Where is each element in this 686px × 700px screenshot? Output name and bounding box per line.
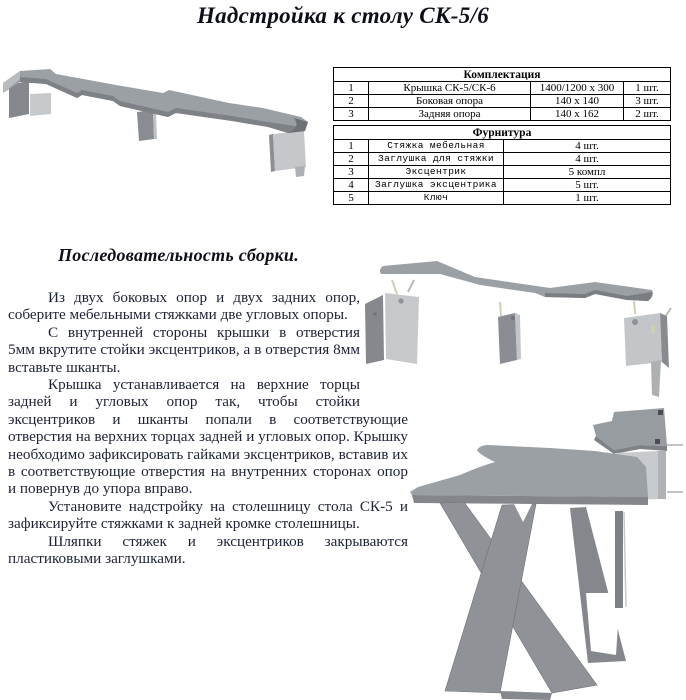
table-row bbox=[334, 192, 671, 205]
shelf-right-support-foot bbox=[295, 166, 305, 177]
assembled-shelf-3d-image bbox=[0, 55, 330, 230]
eccentric-cap-icon bbox=[655, 439, 660, 444]
shelf-middle-support bbox=[137, 110, 154, 141]
row-num: 3 bbox=[334, 166, 369, 179]
panel-highlight-edge bbox=[624, 512, 626, 607]
dowel-pin-icon bbox=[500, 302, 501, 316]
row-name: Заглушка для стяжки bbox=[369, 153, 504, 166]
shelf-back-panel bbox=[615, 511, 623, 608]
row-num: 3 bbox=[334, 108, 369, 121]
row-num: 2 bbox=[334, 95, 369, 108]
exploded-right-support-leg bbox=[651, 360, 661, 397]
table-row bbox=[334, 179, 671, 192]
row-name: Боковая опора bbox=[369, 95, 531, 108]
page-title: Надстройка к столу СК-5/6 bbox=[196, 3, 490, 28]
row-name: Заглушка эксцентрика bbox=[369, 179, 504, 192]
table-row bbox=[334, 140, 671, 153]
text-wrap-spacer bbox=[360, 289, 408, 394]
paragraph: Установите надстройку на столешницу стола СК-5 и зафиксируйте стяжками к задней кромке столешницы. bbox=[8, 497, 408, 533]
assembled-shelf-illustration bbox=[0, 55, 330, 230]
leg-opening bbox=[586, 593, 620, 655]
shelf-support-side-on-desk bbox=[658, 451, 666, 499]
table-row bbox=[334, 153, 671, 166]
section-heading: Последовательность сборки. bbox=[58, 245, 300, 265]
row-name: Задняя опора bbox=[369, 108, 531, 121]
row-num: 1 bbox=[334, 140, 369, 153]
row-name: Эксцентрик bbox=[369, 166, 504, 179]
eccentric-hole-icon bbox=[511, 316, 515, 320]
row-name: Стяжка мебельная bbox=[369, 140, 504, 153]
exploded-middle-support bbox=[498, 313, 517, 364]
komplekt-table bbox=[333, 67, 671, 121]
x-leg-foot bbox=[500, 691, 552, 700]
parts-tables bbox=[333, 67, 671, 205]
row-name: Ключ bbox=[369, 192, 504, 205]
row-num: 4 bbox=[334, 179, 369, 192]
table-row bbox=[334, 166, 671, 179]
exploded-right-support-front bbox=[624, 313, 662, 366]
assembly-instructions-text bbox=[8, 289, 408, 568]
paragraph: С внутренней стороны крышки в отверстия 5мм вкрутите стойки эксцентриков, а в отверстия 8мм вставьте шканты. bbox=[8, 323, 360, 376]
row-num: 5 bbox=[334, 192, 369, 205]
row-size: 1400/1200 x 300 bbox=[531, 82, 624, 95]
shelf-left-support-front bbox=[30, 93, 51, 116]
dowel-pin-icon bbox=[634, 300, 635, 314]
eccentric-post-icon bbox=[651, 325, 655, 333]
eccentric-hole-icon bbox=[632, 319, 638, 325]
row-qty: 1 шт. bbox=[624, 82, 671, 95]
row-qty: 3 шт. bbox=[624, 95, 671, 108]
row-name: Крышка СК-5/СК-6 bbox=[369, 82, 531, 95]
desk-ck5-with-shelf-3d-image bbox=[390, 393, 686, 700]
paragraph: Из двух боковых опор и двух задних опор, соберите мебельными стяжками две угловых опоры. bbox=[8, 289, 360, 324]
komplekt-header: Комплектация bbox=[334, 68, 671, 82]
desk-with-shelf-illustration bbox=[390, 393, 686, 700]
row-qty: 5 шт. bbox=[504, 179, 671, 192]
row-size: 140 x 162 bbox=[531, 108, 624, 121]
shelf-right-support-front bbox=[273, 131, 306, 171]
row-qty: 5 компл bbox=[504, 166, 671, 179]
paragraph: Шляпки стяжек и эксцентриков закрываются пластиковыми заглушками. bbox=[8, 532, 408, 568]
row-qty: 1 шт. bbox=[504, 192, 671, 205]
eccentric-cap-icon bbox=[658, 410, 663, 415]
row-num: 1 bbox=[334, 82, 369, 95]
row-qty: 2 шт. bbox=[624, 108, 671, 121]
paragraph: Крышка устанавливается на верхние торцы задней и угловых опор так, чтобы стойки эксцентриков и шканты попали в соответствующие отверстия на верхних торцах задней и угловых опор. Крышку необходимо зафиксировать гайками эксцентриков, вставив их в соответствующие отверстия на внутренних сторонах опор и повернув до упора вправо. bbox=[8, 376, 408, 498]
table-row bbox=[334, 95, 671, 108]
furnitura-table bbox=[333, 125, 671, 205]
row-size: 140 x 140 bbox=[531, 95, 624, 108]
furnitura-header: Фурнитура bbox=[334, 126, 671, 140]
table-row bbox=[334, 82, 671, 95]
row-qty: 4 шт. bbox=[504, 153, 671, 166]
dowel-pin-icon bbox=[408, 280, 414, 292]
row-qty: 4 шт. bbox=[504, 140, 671, 153]
row-num: 2 bbox=[334, 153, 369, 166]
table-row bbox=[334, 108, 671, 121]
